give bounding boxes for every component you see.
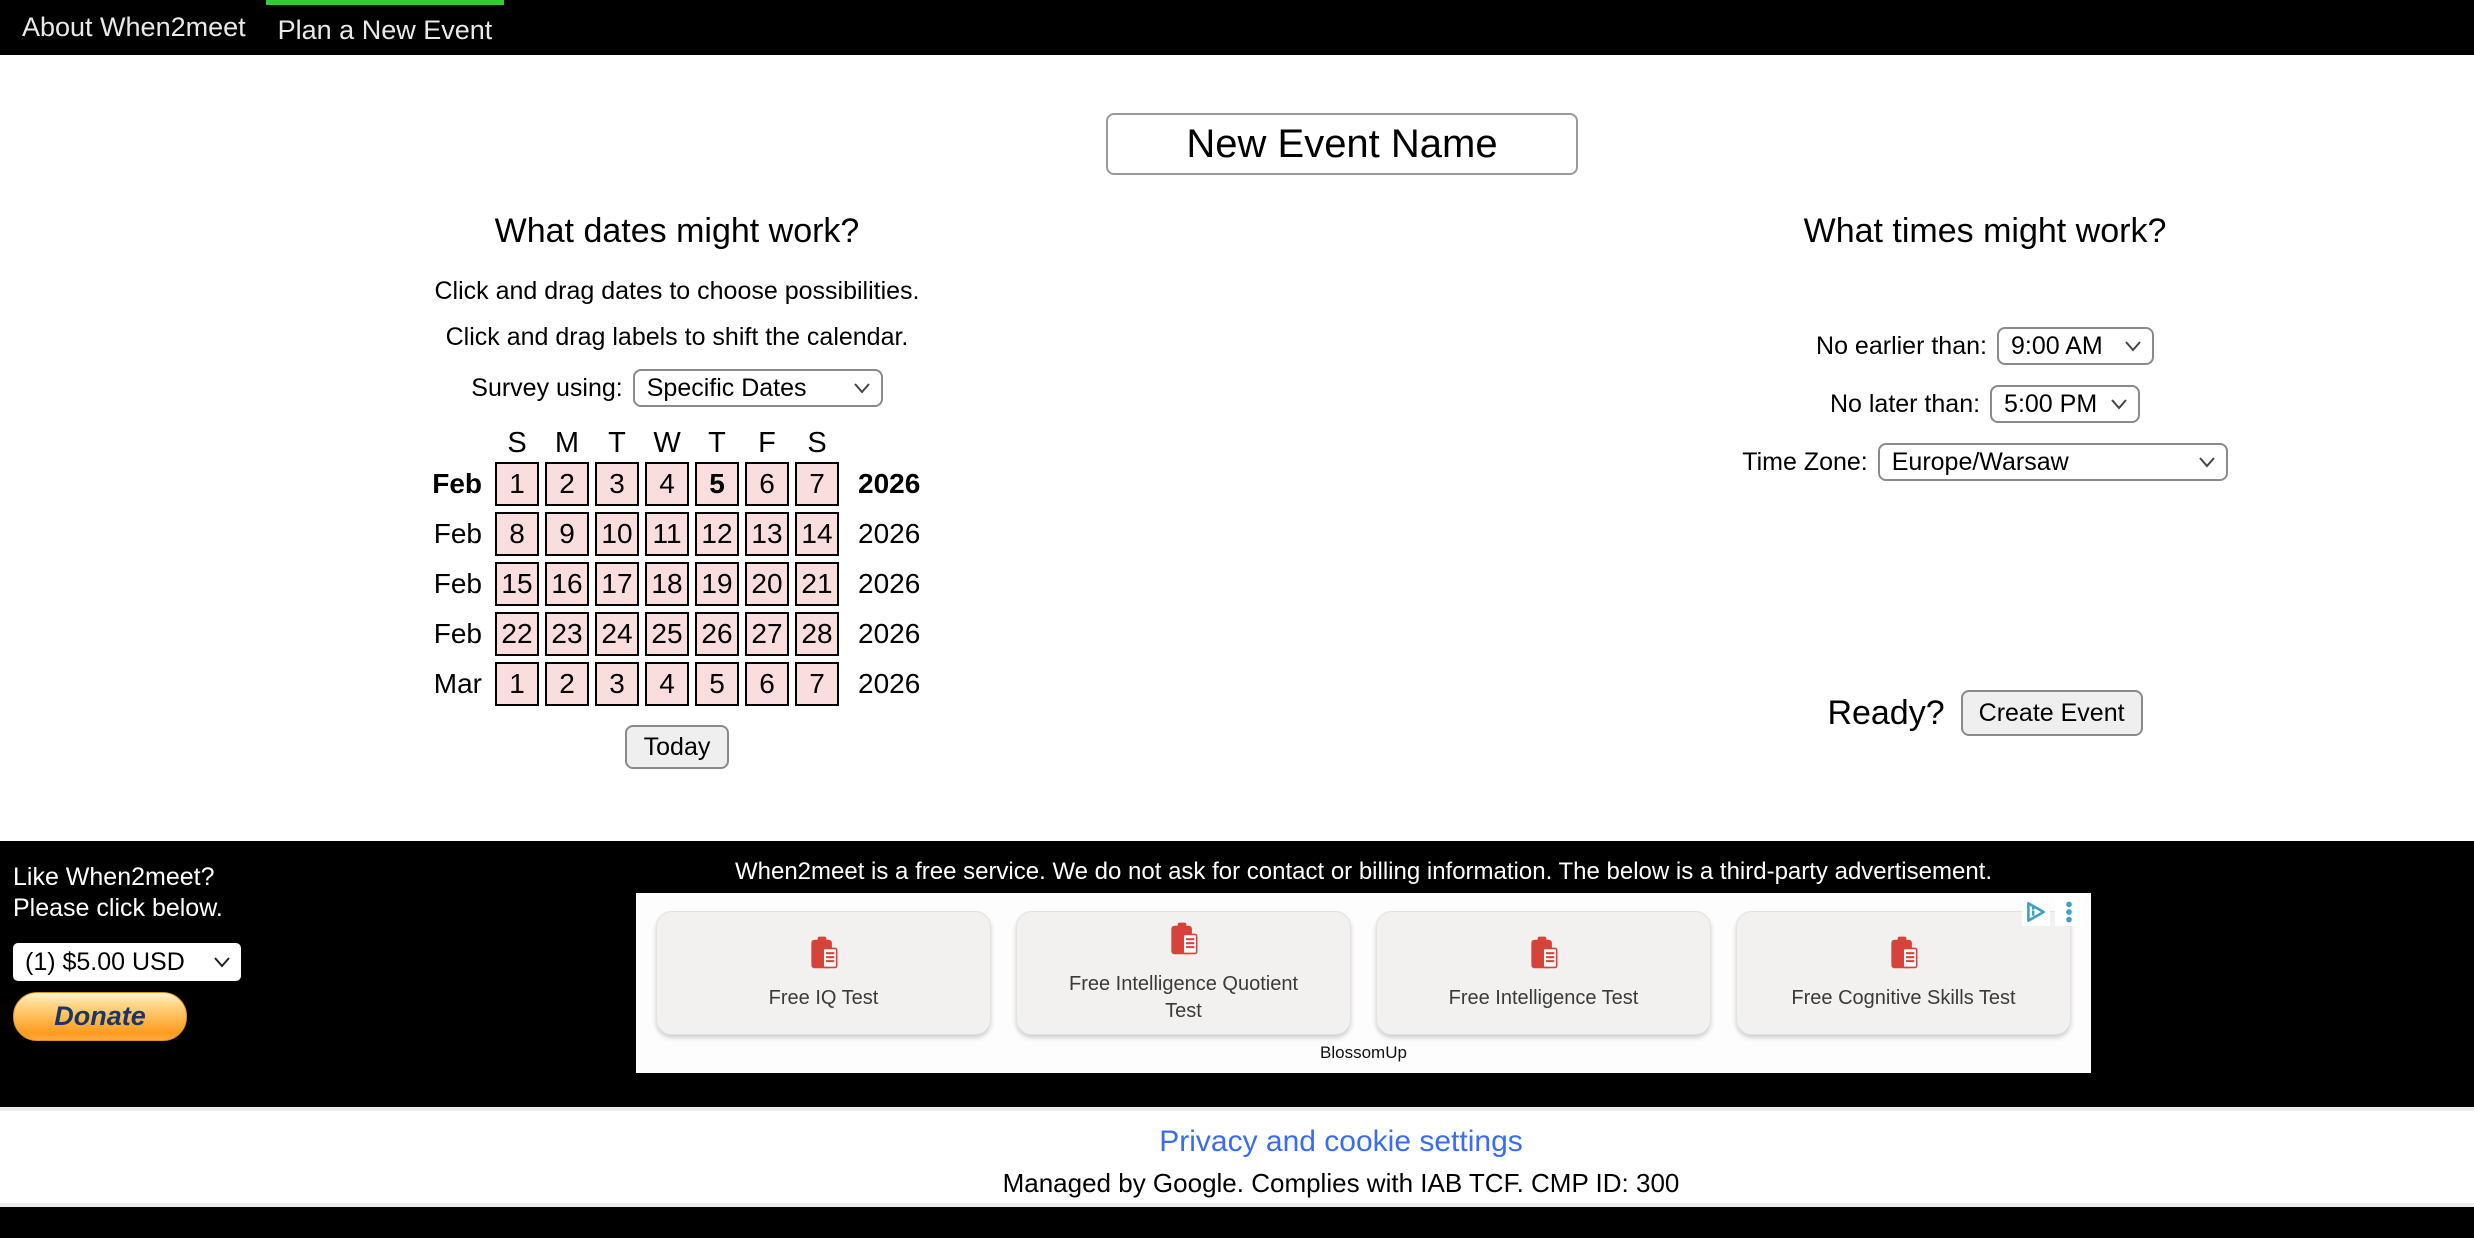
clipboard-icon	[1525, 935, 1563, 973]
calendar-day-cell[interactable]: 28	[795, 612, 839, 656]
calendar-day-cell[interactable]: 5	[695, 462, 739, 506]
privacy-settings-link[interactable]: Privacy and cookie settings	[1159, 1125, 1523, 1158]
calendar-day-cell[interactable]: 13	[745, 512, 789, 556]
chevron-down-icon	[2124, 340, 2142, 352]
nav-link-plan-new-event[interactable]: Plan a New Event	[266, 0, 505, 55]
paypal-donate-button[interactable]: Donate	[13, 992, 187, 1041]
calendar-month-label[interactable]: Feb	[432, 468, 482, 499]
dates-panel	[412, 212, 942, 769]
ad-card-label: Free IQ Test	[768, 986, 879, 1009]
chevron-down-icon	[853, 382, 871, 394]
calendar-day-cell[interactable]: 19	[695, 562, 739, 606]
calendar-year-label[interactable]: 2026	[858, 518, 921, 549]
chevron-down-icon	[213, 956, 231, 968]
calendar-day-cell[interactable]: 15	[495, 562, 539, 606]
create-event-button[interactable]: Create Event	[1961, 690, 2143, 736]
dates-instruction-2: Click and drag labels to shift the calendar.	[445, 323, 909, 351]
ad-card[interactable]	[656, 911, 991, 1035]
timezone-label: Time Zone:	[1742, 447, 1868, 476]
day-of-week-header: T	[708, 427, 726, 459]
no-later-value: 5:00 PM	[2004, 389, 2098, 418]
survey-using-label: Survey using:	[471, 373, 623, 402]
no-later-label: No later than:	[1829, 389, 1981, 418]
calendar-day-cell[interactable]: 4	[645, 662, 689, 706]
calendar-day-cell[interactable]: 6	[745, 462, 789, 506]
calendar-day-cell[interactable]: 25	[645, 612, 689, 656]
consent-content	[636, 1111, 2046, 1199]
bottom-bar	[0, 1207, 2474, 1238]
calendar-year-label[interactable]: 2026	[858, 468, 921, 499]
calendar-day-cell[interactable]: 2	[545, 462, 589, 506]
ad-card-label: Free Intelligence Quotient Test	[1068, 973, 1299, 1022]
calendar-year-label[interactable]: 2026	[858, 668, 921, 699]
calendar-day-cell[interactable]: 12	[695, 512, 739, 556]
calendar-day-cell[interactable]: 2	[545, 662, 589, 706]
ready-row	[1655, 690, 2315, 736]
calendar-week-row	[412, 662, 942, 706]
like-line-2: Please click below.	[13, 894, 223, 922]
ad-controls	[2022, 898, 2083, 926]
no-later-select[interactable]	[1990, 385, 2140, 423]
calendar-day-cell[interactable]: 7	[795, 462, 839, 506]
calendar-day-cell[interactable]: 8	[495, 512, 539, 556]
donate-amount-select[interactable]	[13, 943, 241, 981]
day-of-week-header: F	[758, 427, 776, 459]
dates-instruction-1: Click and drag dates to choose possibilities.	[434, 277, 920, 305]
day-of-week-header: W	[653, 427, 681, 459]
times-heading: What times might work?	[1803, 212, 2167, 250]
calendar-month-label[interactable]: Feb	[433, 568, 482, 599]
calendar-week-row	[412, 462, 942, 506]
calendar-year-label[interactable]: 2026	[858, 618, 921, 649]
survey-type-select[interactable]	[633, 369, 883, 407]
calendar-grid	[412, 462, 942, 706]
ad-card-label: Free Intelligence Test	[1448, 986, 1639, 1009]
calendar-day-cell[interactable]: 6	[745, 662, 789, 706]
calendar-day-cell[interactable]: 22	[495, 612, 539, 656]
calendar-day-cell[interactable]: 16	[545, 562, 589, 606]
calendar-year-label[interactable]: 2026	[858, 568, 921, 599]
event-name-input[interactable]	[1106, 113, 1578, 175]
calendar-day-cell[interactable]: 21	[795, 562, 839, 606]
advertisement	[636, 893, 2091, 1073]
calendar-day-cell[interactable]: 3	[595, 662, 639, 706]
calendar-day-cell[interactable]: 24	[595, 612, 639, 656]
donate-block	[13, 862, 223, 924]
no-earlier-value: 9:00 AM	[2010, 331, 2103, 360]
survey-using-row	[412, 369, 942, 407]
dates-heading: What dates might work?	[494, 212, 860, 250]
survey-type-value: Specific Dates	[646, 373, 807, 402]
calendar-day-cell[interactable]: 7	[795, 662, 839, 706]
calendar-day-cell[interactable]: 1	[495, 462, 539, 506]
no-earlier-select[interactable]	[1997, 327, 2154, 365]
times-panel	[1655, 212, 2315, 501]
no-earlier-row	[1655, 327, 2315, 365]
clipboard-icon	[805, 935, 843, 973]
ad-card-label: Free Cognitive Skills Test	[1791, 986, 2016, 1009]
calendar-day-cell[interactable]: 18	[645, 562, 689, 606]
calendar-day-cell[interactable]: 17	[595, 562, 639, 606]
clipboard-icon	[1885, 935, 1923, 973]
clipboard-icon	[1165, 921, 1203, 959]
day-of-week-header: M	[554, 427, 580, 459]
calendar-day-cell[interactable]: 20	[745, 562, 789, 606]
calendar-day-cell[interactable]: 5	[695, 662, 739, 706]
calendar-month-label[interactable]: Feb	[433, 618, 482, 649]
ad-card[interactable]	[1736, 911, 2071, 1035]
calendar-day-cell[interactable]: 26	[695, 612, 739, 656]
calendar-day-cell[interactable]: 27	[745, 612, 789, 656]
day-of-week-header: T	[608, 427, 626, 459]
calendar-week-row	[412, 612, 942, 656]
free-service-notice: When2meet is a free service. We do not ask for contact or billing information. The below is a third-party advertisement.	[734, 858, 1993, 885]
calendar-day-cell[interactable]: 14	[795, 512, 839, 556]
ad-card[interactable]	[1016, 911, 1351, 1035]
calendar-month-label[interactable]: Feb	[433, 518, 482, 549]
consent-managed-line: Managed by Google. Complies with IAB TCF. CMP ID: 300	[1002, 1168, 1680, 1198]
ad-brand-label: BlossomUp	[1320, 1043, 1407, 1062]
timezone-value: Europe/Warsaw	[1891, 447, 2069, 476]
nav-link-about[interactable]: About When2meet	[22, 12, 246, 42]
calendar	[412, 427, 942, 706]
adchoices-icon[interactable]	[2022, 898, 2050, 926]
calendar-week-row	[412, 562, 942, 606]
calendar-day-cell[interactable]: 1	[495, 662, 539, 706]
no-earlier-label: No earlier than:	[1816, 331, 1987, 360]
consent-bar	[0, 1107, 2474, 1207]
timezone-row	[1655, 443, 2315, 481]
no-later-row	[1655, 385, 2315, 423]
calendar-day-cell[interactable]: 9	[545, 512, 589, 556]
ad-cards	[636, 911, 2091, 1035]
chevron-down-icon	[2198, 456, 2216, 468]
calendar-day-cell[interactable]: 11	[645, 512, 689, 556]
calendar-day-headers	[412, 427, 942, 460]
today-button[interactable]: Today	[625, 725, 729, 769]
timezone-select[interactable]	[1878, 443, 2228, 481]
chevron-down-icon	[2110, 398, 2128, 410]
calendar-day-cell[interactable]: 23	[545, 612, 589, 656]
day-of-week-header: S	[807, 427, 827, 459]
day-of-week-header: S	[507, 427, 527, 459]
calendar-day-cell[interactable]: 4	[645, 462, 689, 506]
calendar-day-cell[interactable]: 3	[595, 462, 639, 506]
donate-amount-value: (1) $5.00 USD	[25, 947, 185, 976]
calendar-day-cell[interactable]: 10	[595, 512, 639, 556]
ad-card[interactable]	[1376, 911, 1711, 1035]
calendar-week-row	[412, 512, 942, 556]
like-line-1: Like When2meet?	[13, 863, 215, 891]
calendar-month-label[interactable]: Mar	[433, 668, 482, 699]
ready-label: Ready?	[1827, 693, 1945, 732]
ad-options-kebab-icon[interactable]	[2055, 898, 2083, 926]
footer	[0, 841, 2474, 1107]
top-nav	[0, 0, 2474, 55]
